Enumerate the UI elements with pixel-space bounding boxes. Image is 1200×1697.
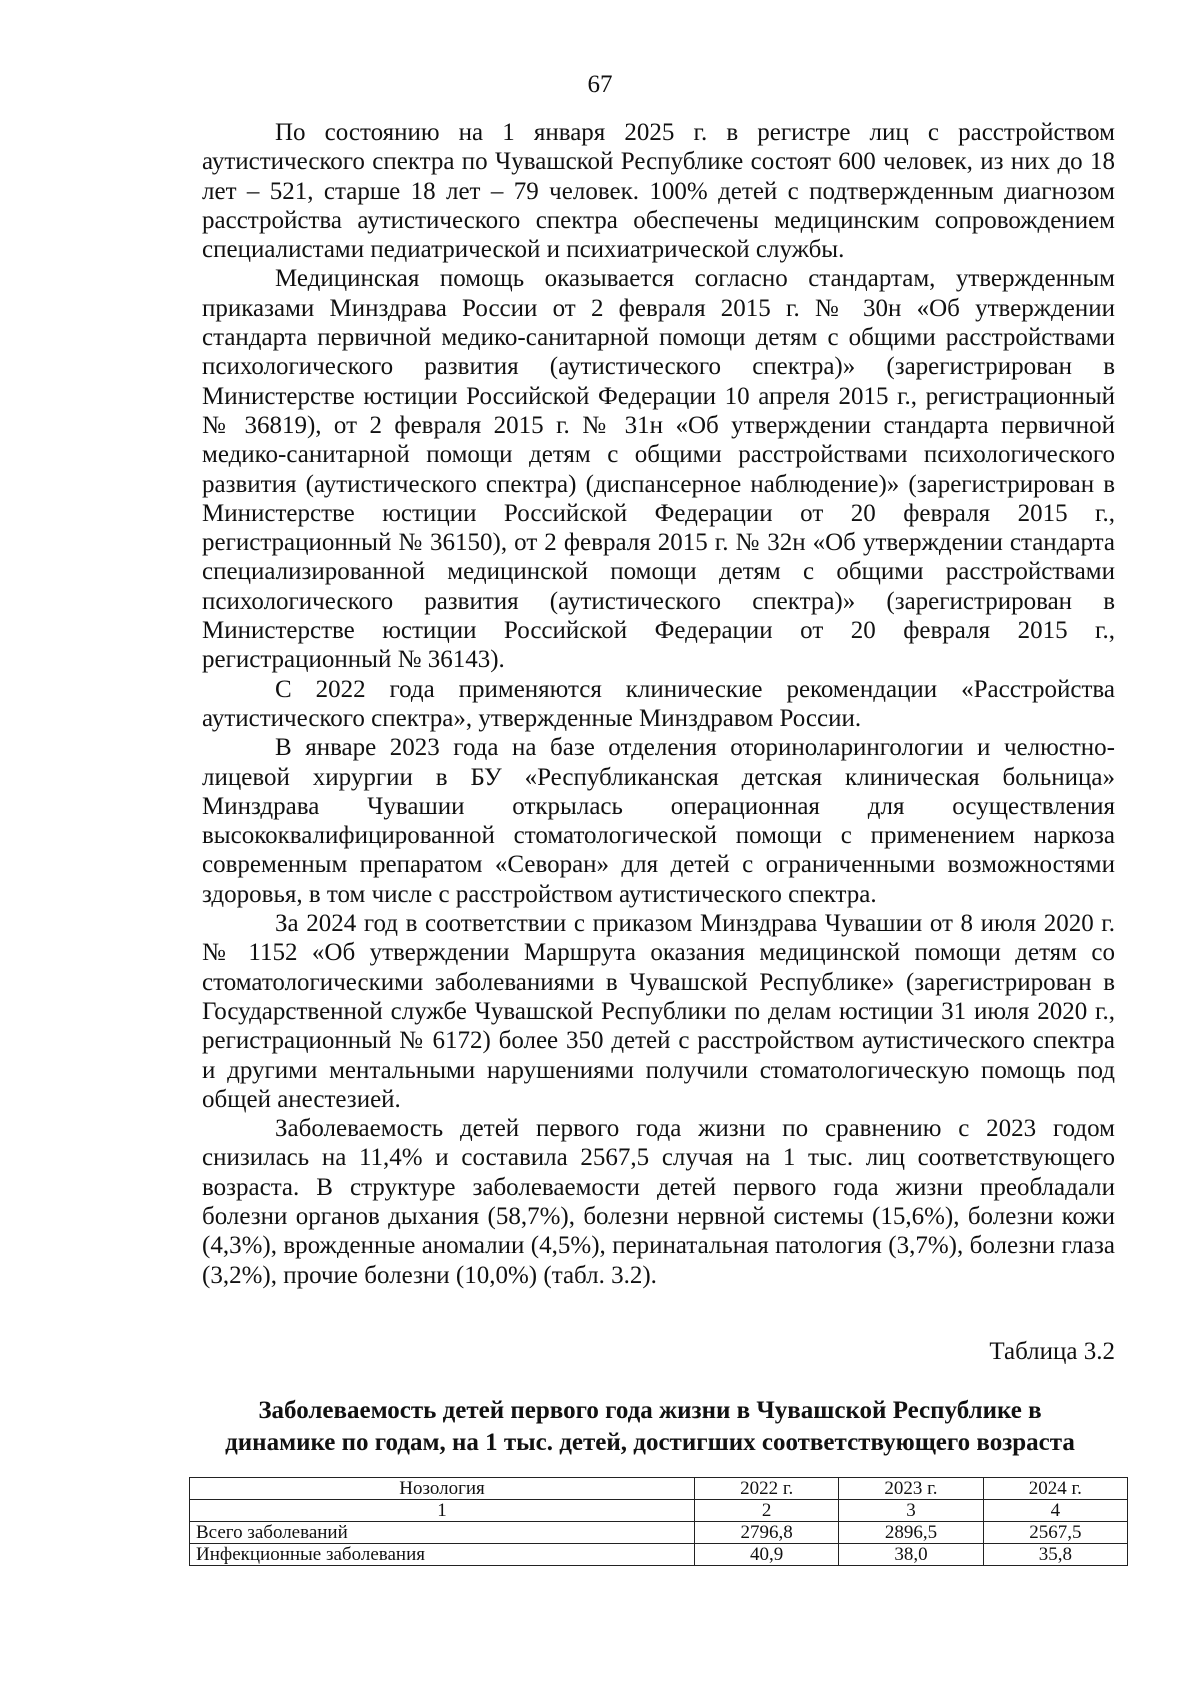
body-text bbox=[202, 118, 1115, 1290]
table-index-row bbox=[190, 1500, 1128, 1522]
table-title bbox=[150, 1395, 1150, 1459]
page-number: 67 bbox=[587, 71, 613, 98]
paragraph-dental-care: За 2024 год в соответствии с приказом Минздрава Чувашии от 8 июля 2020 г. № 1152 «Об утверждении Маршрута оказания медицинской помощи детям со стоматологическими заболеваниями в Чувашской Республике» (зарегистрирован в Государственной службе Чувашской Республики по делам юстиции 31 июля 2020 г., регистрационный № 6172) более 350 детей с расстройством аутистического спектра и другими ментальными нарушениями получили стоматологическую помощь под общей анестезией. bbox=[202, 910, 1115, 1113]
index-cell-2: 2 bbox=[695, 1500, 839, 1522]
cell-total-2022: 2796,8 bbox=[695, 1522, 839, 1544]
table-row bbox=[190, 1522, 1128, 1544]
paragraph-autism-register: По состоянию на 1 января 2025 г. в регистре лиц с расстройством аутистического спектра по Чувашской Республике состоят 600 человек, из них до 18 лет – 521, старше 18 лет – 79 человек. 100% детей с подтвержденным диагнозом расстройства аутистического спектра обеспечены медицинским сопровождением специалистами педиатрической и психиатрической службы. bbox=[202, 119, 1115, 264]
table-title-line-1: Заболеваемость детей первого года жизни в Чувашской Республике в bbox=[258, 1397, 1042, 1424]
header-2023: 2023 г. bbox=[839, 1478, 983, 1500]
index-cell-1: 1 bbox=[190, 1500, 695, 1522]
table-row bbox=[190, 1544, 1128, 1566]
cell-total-2023: 2896,5 bbox=[839, 1522, 983, 1544]
cell-infectious-2023: 38,0 bbox=[839, 1544, 983, 1566]
cell-total-2024: 2567,5 bbox=[983, 1522, 1127, 1544]
index-cell-4: 4 bbox=[983, 1500, 1127, 1522]
header-2024: 2024 г. bbox=[983, 1478, 1127, 1500]
table-label: Таблица 3.2 bbox=[989, 1338, 1115, 1365]
morbidity-table bbox=[189, 1477, 1128, 1566]
paragraph-infant-morbidity: Заболеваемость детей первого года жизни по сравнению с 2023 годом снизилась на 11,4% и составила 2567,5 случая на 1 тыс. лиц соответствующего возраста. В структуре заболеваемости детей первого года жизни преобладали болезни органов дыхания (58,7%), болезни нервной системы (15,6%), болезни кожи (4,3%), врожденные аномалии (4,5%), перинатальная патология (3,7%), болезни глаза (3,2%), прочие болезни (10,0%) (табл. 3.2). bbox=[202, 1115, 1115, 1289]
table-header-row bbox=[190, 1478, 1128, 1500]
index-cell-3: 3 bbox=[839, 1500, 983, 1522]
paragraph-operating-room: В январе 2023 года на базе отделения оториноларингологии и челюстно-лицевой хирургии в БУ «Республиканская детская клиническая больница» Минздрава Чувашии открылась операционная для осуществления высококвалифицированной стоматологической помощи с применением наркоза современным препаратом «Севоран» для детей с ограниченными возможностями здоровья, в том числе с расстройством аутистического спектра. bbox=[202, 734, 1115, 908]
cell-infectious-2022: 40,9 bbox=[695, 1544, 839, 1566]
paragraph-clinical-guidelines: С 2022 года применяются клинические рекомендации «Расстройства аутистического спектра», утвержденные Минздравом России. bbox=[202, 675, 1115, 732]
paragraph-medical-standards: Медицинская помощь оказывается согласно стандартам, утвержденным приказами Минздрава России от 2 февраля 2015 г. № 30н «Об утверждении стандарта первичной медико-санитарной помощи детям с общими расстройствами психологического развития (аутистического спектра)» (зарегистрирован в Министерстве юстиции Российской Федерации 10 апреля 2015 г., регистрационный № 36819), от 2 февраля 2015 г. № 31н «Об утверждении стандарта первичной медико-санитарной помощи детям с общими расстройствами психологического развития (аутистического спектра) (диспансерное наблюдение)» (зарегистрирован в Министерстве юстиции Российской Федерации от 20 февраля 2015 г., регистрационный № 36150), от 2 февраля 2015 г. № 32н «Об утверждении стандарта специализированной медицинской помощи детям с общими расстройствами психологического развития (аутистического спектра)» (зарегистрирован в Министерстве юстиции Российской Федерации от 20 февраля 2015 г., регистрационный № 36143). bbox=[202, 265, 1115, 674]
row-name-infectious: Инфекционные заболевания bbox=[190, 1544, 695, 1566]
row-name-total: Всего заболеваний bbox=[190, 1522, 695, 1544]
table-title-line-2: динамике по годам, на 1 тыс. детей, достигших соответствующего возраста bbox=[225, 1429, 1075, 1456]
cell-infectious-2024: 35,8 bbox=[983, 1544, 1127, 1566]
header-2022: 2022 г. bbox=[695, 1478, 839, 1500]
header-nosology: Нозология bbox=[190, 1478, 695, 1500]
